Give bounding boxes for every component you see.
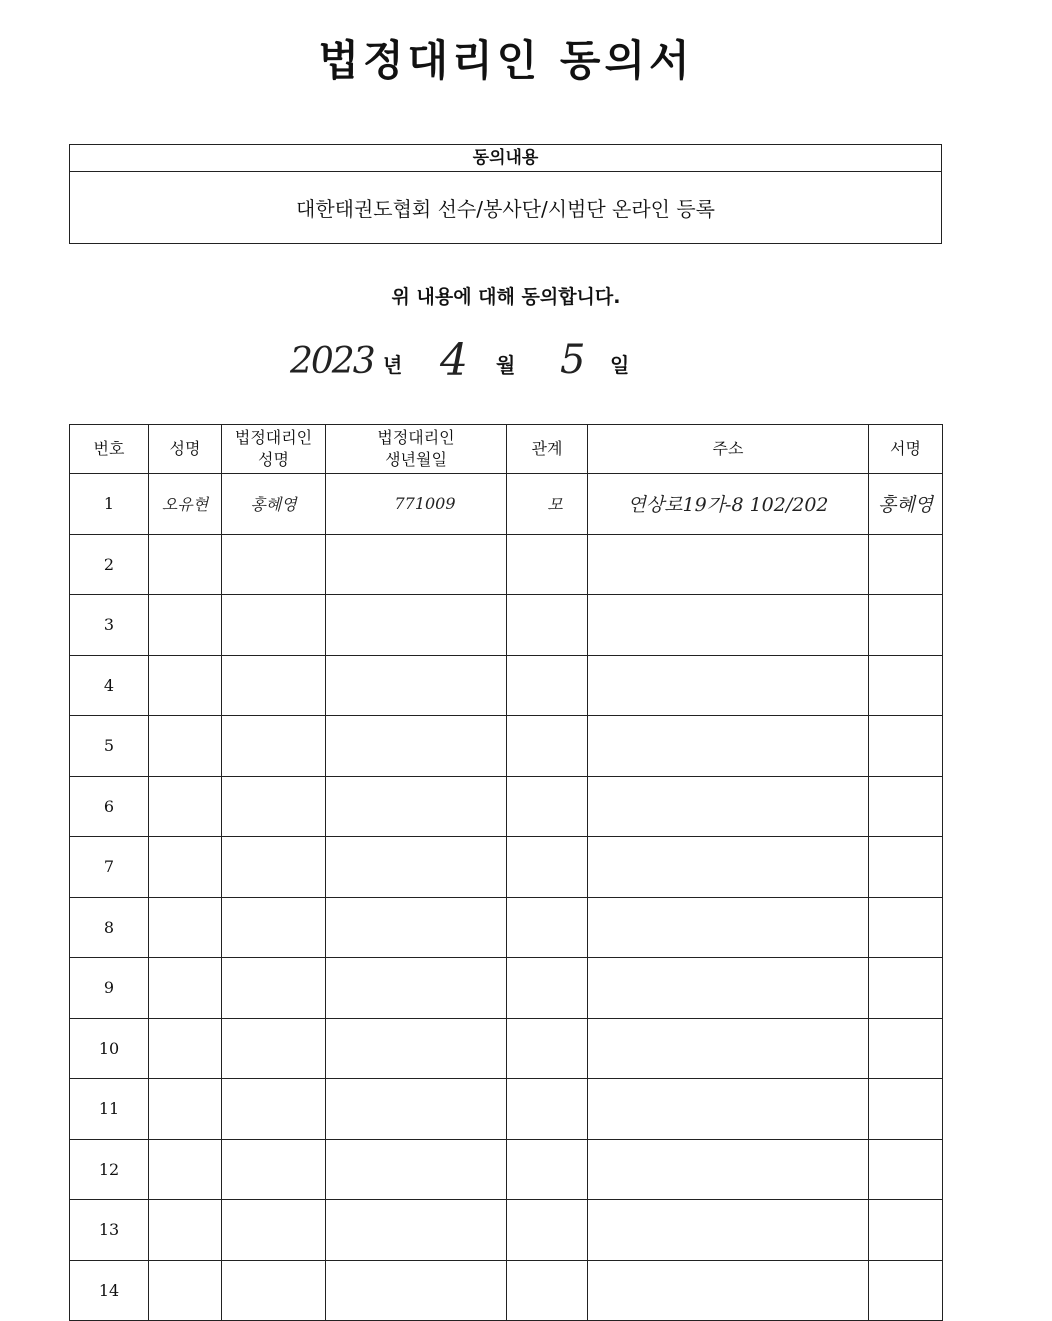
guardian-birthdate (326, 655, 507, 716)
student-name (149, 897, 222, 958)
signature (869, 595, 943, 656)
address: 연상로19가-8 102/202 (588, 474, 869, 535)
student-name (149, 655, 222, 716)
date-month-handwritten: 4 (440, 335, 468, 386)
table-row (70, 1139, 943, 1200)
header-no: 번호 (70, 425, 149, 474)
guardian-birthdate (326, 897, 507, 958)
relation (507, 655, 588, 716)
signature (869, 1018, 943, 1079)
row-number: 10 (70, 1018, 149, 1079)
consent-header: 동의내용 (70, 145, 941, 172)
guardian-birthdate: 771009 (326, 474, 507, 535)
guardian-name (222, 897, 326, 958)
row-number: 1 (70, 474, 149, 535)
signature (869, 1079, 943, 1140)
student-name (149, 1260, 222, 1321)
row-number: 2 (70, 534, 149, 595)
address (588, 776, 869, 837)
guardian-name (222, 716, 326, 777)
table-row (70, 474, 943, 535)
table-row (70, 1200, 943, 1261)
table-row (70, 958, 943, 1019)
guardian-birthdate (326, 595, 507, 656)
relation (507, 1018, 588, 1079)
relation (507, 716, 588, 777)
signature (869, 958, 943, 1019)
guardian-name (222, 655, 326, 716)
guardian-birthdate (326, 1260, 507, 1321)
address (588, 1200, 869, 1261)
guardian-name (222, 534, 326, 595)
relation (507, 897, 588, 958)
date-month-label: 월 (496, 353, 516, 377)
row-number: 8 (70, 897, 149, 958)
relation (507, 837, 588, 898)
student-name (149, 534, 222, 595)
address (588, 655, 869, 716)
student-name (149, 595, 222, 656)
student-name (149, 1018, 222, 1079)
guardian-birthdate (326, 716, 507, 777)
table-row (70, 534, 943, 595)
signature (869, 1139, 943, 1200)
student-name (149, 958, 222, 1019)
address (588, 837, 869, 898)
relation (507, 1079, 588, 1140)
signature (869, 1200, 943, 1261)
signature (869, 716, 943, 777)
row-number: 7 (70, 837, 149, 898)
address (588, 1079, 869, 1140)
relation (507, 776, 588, 837)
row-number: 11 (70, 1079, 149, 1140)
table-header-row (70, 425, 943, 474)
header-guardian-birth: 법정대리인 생년월일 (326, 425, 507, 474)
row-number: 12 (70, 1139, 149, 1200)
guardian-name (222, 1018, 326, 1079)
relation (507, 1139, 588, 1200)
address (588, 1260, 869, 1321)
signature (869, 837, 943, 898)
agreement-statement: 위 내용에 대해 동의합니다. (391, 286, 621, 308)
address (588, 897, 869, 958)
date-day-handwritten: 5 (560, 337, 586, 383)
address (588, 1139, 869, 1200)
table-row (70, 837, 943, 898)
student-name: 오유현 (149, 474, 222, 535)
guardian-birthdate (326, 1018, 507, 1079)
row-number: 14 (70, 1260, 149, 1321)
relation (507, 1200, 588, 1261)
guardian-birthdate (326, 1139, 507, 1200)
consent-box (69, 144, 942, 244)
header-name: 성명 (149, 425, 222, 474)
row-number: 5 (70, 716, 149, 777)
signature (869, 534, 943, 595)
address (588, 534, 869, 595)
guardian-name (222, 1260, 326, 1321)
guardian-name (222, 1200, 326, 1261)
signature: 홍혜영 (869, 474, 943, 535)
guardian-name: 홍혜영 (222, 474, 326, 535)
guardian-birthdate (326, 1200, 507, 1261)
relation (507, 1260, 588, 1321)
relation (507, 958, 588, 1019)
relation (507, 595, 588, 656)
header-address: 주소 (588, 425, 869, 474)
table-row (70, 897, 943, 958)
signature (869, 655, 943, 716)
signature (869, 776, 943, 837)
date-row (0, 335, 1052, 385)
signature (869, 1260, 943, 1321)
table-row (70, 776, 943, 837)
table-row (70, 655, 943, 716)
date-year-label: 년 (383, 353, 403, 377)
guardian-name (222, 1079, 326, 1140)
address (588, 1018, 869, 1079)
address (588, 958, 869, 1019)
table-row (70, 595, 943, 656)
table-row (70, 1079, 943, 1140)
guardian-birthdate (326, 534, 507, 595)
relation (507, 534, 588, 595)
student-name (149, 837, 222, 898)
student-name (149, 1079, 222, 1140)
row-number: 13 (70, 1200, 149, 1261)
guardian-name (222, 958, 326, 1019)
row-number: 4 (70, 655, 149, 716)
relation: 모 (507, 474, 588, 535)
address (588, 595, 869, 656)
signature (869, 897, 943, 958)
guardian-name (222, 1139, 326, 1200)
header-signature: 서명 (869, 425, 943, 474)
guardian-birthdate (326, 776, 507, 837)
student-name (149, 716, 222, 777)
document-title: 법정대리인 동의서 (318, 36, 694, 85)
guardian-birthdate (326, 958, 507, 1019)
date-year-handwritten: 2023 (290, 341, 374, 382)
guardian-name (222, 776, 326, 837)
consent-body: 대한태권도협회 선수/봉사단/시범단 온라인 등록 (296, 197, 715, 221)
table-row (70, 1018, 943, 1079)
address (588, 716, 869, 777)
row-number: 6 (70, 776, 149, 837)
student-name (149, 1139, 222, 1200)
table-row (70, 1260, 943, 1321)
date-day-label: 일 (610, 353, 630, 377)
roster-table (69, 424, 943, 1321)
row-number: 9 (70, 958, 149, 1019)
table-row (70, 716, 943, 777)
header-relation: 관계 (507, 425, 588, 474)
student-name (149, 1200, 222, 1261)
row-number: 3 (70, 595, 149, 656)
guardian-name (222, 595, 326, 656)
guardian-birthdate (326, 1079, 507, 1140)
student-name (149, 776, 222, 837)
guardian-birthdate (326, 837, 507, 898)
guardian-name (222, 837, 326, 898)
header-guardian-name: 법정대리인 성명 (222, 425, 326, 474)
